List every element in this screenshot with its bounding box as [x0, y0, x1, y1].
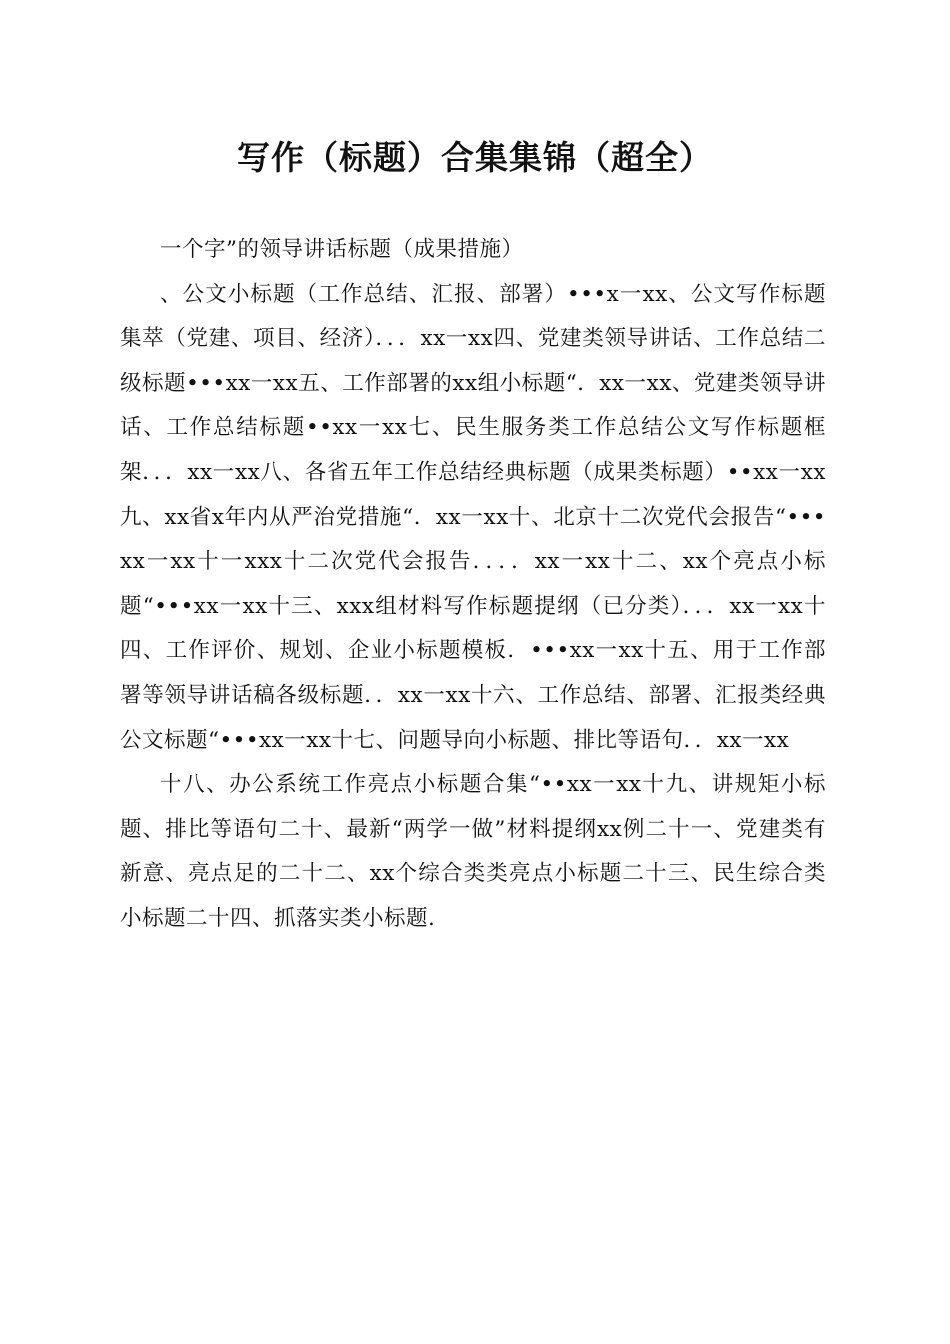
document-title: 写作（标题）合集集锦（超全） — [237, 138, 713, 177]
paragraph-1: 一个字”的领导讲话标题（成果措施） — [160, 237, 524, 262]
document-body — [120, 228, 826, 942]
paragraph-2: 、公文小标题（工作总结、汇报、部署）•••x一xx、公文写作标题集萃（党建、项目、经济）．．．xx一xx四、党建类领导讲话、工作总结二级标题•••xx一xx五、工作部署的xx组小标题“．xx一xx、党建类领导讲话、工作总结标题••xx一xx七、民生服务类工作总结公文写作标题框架．．．xx一xx八、各省五年工作总结经典标题（成果类标题）••xx一xx九、xx省x年内从严治党措施“．xx一xx十、北京十二次党代会报告“•••xx一xx十一xxx十二次党代会报告．．．．xx一xx十二、xx个亮点小标题“•••xx一xx十三、xxx组材料写作标题提纲（已分类）．．．xx一xx十四、工作评价、规划、企业小标题模板．•••xx一xx十五、用于工作部署等领导讲话稿各级标题．．xx一xx十六、工作总结、部署、汇报类经典公文标题“•••xx一xx十七、问题导向小标题、排比等语句．．xx一xx — [120, 281, 826, 753]
paragraph-3: 十八、办公系统工作亮点小标题合集“••xx一xx十九、讲规矩小标题、排比等语句二十、最新“两学一做”材料提纲xx例二十一、党建类有新意、亮点足的二十二、xx个综合类类亮点小标题二十三、民生综合类小标题二十四、抓落实类小标题. — [120, 772, 826, 931]
